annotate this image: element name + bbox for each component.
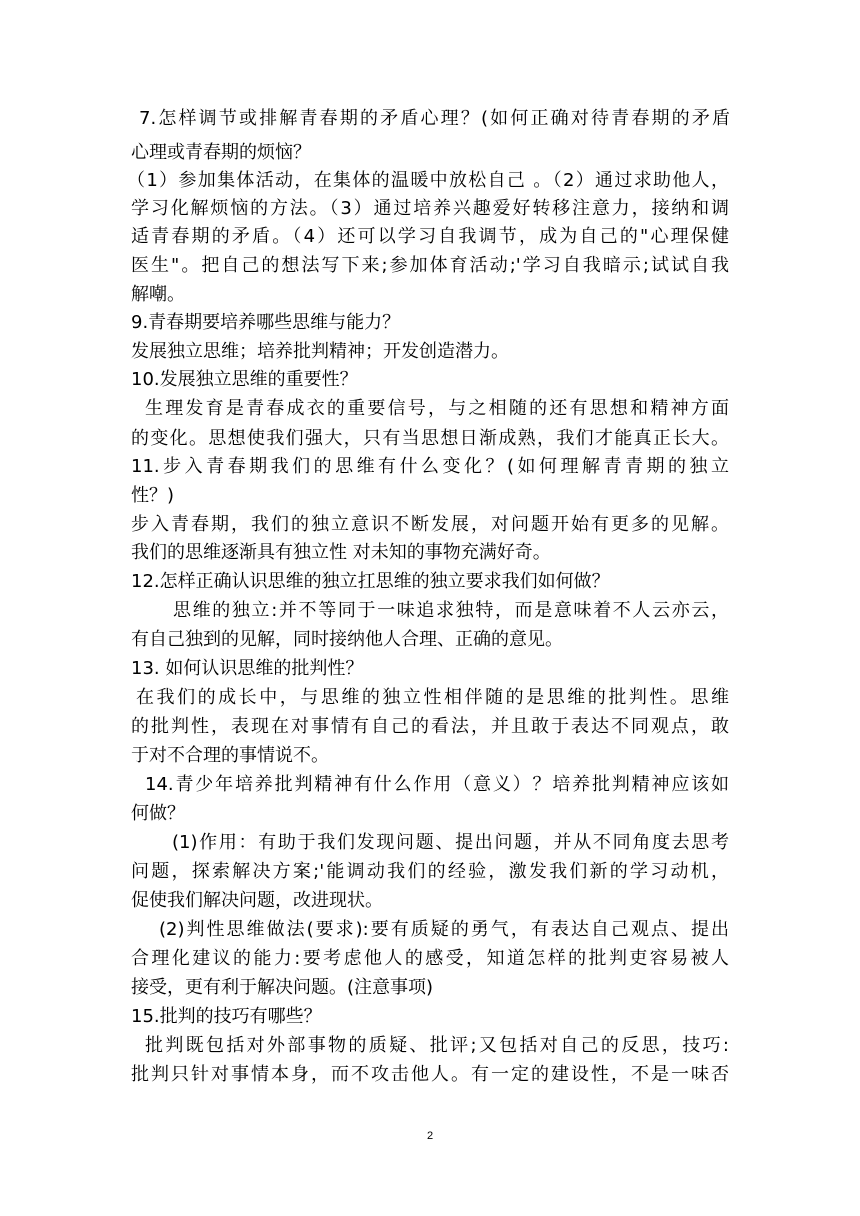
text-line: 适青春期的矛盾。（4）还可以学习自我调节，成为自己的"心理保健	[131, 226, 729, 247]
text-line: 的批判性，表现在对事情有自己的看法，并且敢于表达不同观点，敢	[131, 716, 729, 737]
text-line: 15.批判的技巧有哪些？	[131, 1006, 322, 1027]
text-line: 在我们的成长中，与思维的独立性相伴随的是思维的批判性。思维	[136, 687, 729, 708]
text-line: 促使我们解决问题，改进现状。	[131, 890, 383, 911]
text-line: 合理化建议的能力:要考虑他人的感受，知道怎样的批判吏容易被人	[131, 948, 729, 969]
text-line: 14.青少年培养批判精神有什么作用（意义）？培养批判精神应该如	[145, 774, 729, 795]
text-line: 思维的独立:并不等同于一味追求独特，而是意味着不人云亦云，	[173, 600, 729, 621]
text-line: （1）参加集体活动，在集体的温暖中放松自己 。（2）通过求助他人，	[127, 170, 729, 191]
text-line: (2)判性思维做法(要求):要有质疑的勇气，有表达自己观点、提出	[159, 919, 729, 940]
text-line: 7.怎样调节或排解青春期的矛盾心理？(如何正确对待青春期的矛盾	[139, 108, 730, 129]
text-line: 我们的思维逐渐具有独立性 对未知的事物充满好奇。	[131, 542, 551, 563]
text-line: 发展独立思维；培养批判精神；开发创造潜力。	[131, 341, 509, 362]
text-line: 性？)	[131, 485, 175, 506]
text-line: 步入青春期，我们的独立意识不断发展，对问题开始有更多的见解。	[131, 514, 729, 535]
text-line: 何做？	[131, 803, 185, 824]
text-line: 有自己独到的见解，同时接纳他人合理、正确的意见。	[131, 629, 563, 650]
text-line: 批判只针对事情本身，而不攻击他人。有一定的建设性，不是一味否	[131, 1064, 729, 1085]
text-line: 解嘲。	[131, 284, 185, 305]
text-line: 13. 如何认识思维的批判性？	[131, 658, 364, 679]
text-line: 批判既包括对外部事物的质疑、批评;又包括对自己的反思，技巧:	[145, 1035, 729, 1056]
text-line: 于对不合理的事情说不。	[131, 745, 329, 766]
text-line: 12.怎样正确认识思维的独立扛思维的独立要求我们如何做？	[131, 571, 610, 592]
text-line: 9.青春期要培养哪些思维与能力？	[131, 312, 401, 333]
text-line: 接受，更有利于解决问题。(注意事项)	[131, 977, 434, 998]
text-line: 11.步入青春期我们的思维有什么变化？(如何理解青青期的独立	[131, 456, 729, 477]
text-line: 问题，探索解决方案;'能调动我们的经验，激发我们新的学习动机，	[131, 861, 729, 882]
text-line: (1)作用：有助于我们发现问题、提出问题，并从不同角度去思考	[172, 832, 729, 853]
page-number: 2	[426, 1130, 434, 1142]
text-line: 的变化。思想使我们强大，只有当思想日渐成熟，我们才能真正长大。	[131, 428, 729, 449]
text-line: 学习化解烦恼的方法。（3）通过培养兴趣爱好转移注意力，接纳和调	[131, 198, 729, 219]
text-line: 心理或青春期的烦恼？	[131, 142, 311, 163]
text-line: 生理发育是青春成衣的重要信号，与之相随的还有思想和精神方面	[145, 398, 729, 419]
text-line: 医生"。把自己的想法写下来;参加体育活动;'学习自我暗示;试试自我	[131, 255, 729, 276]
text-line: 10.发展独立思维的重要性？	[131, 369, 358, 390]
